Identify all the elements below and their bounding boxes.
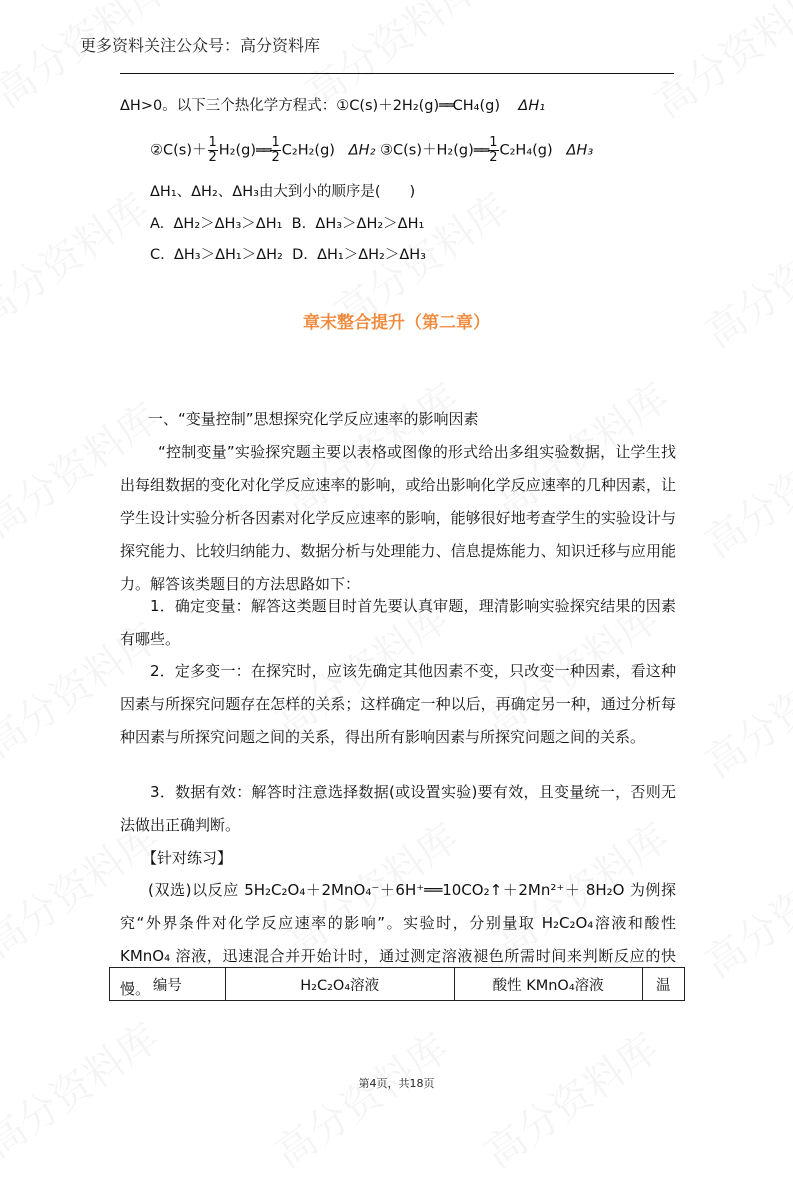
header-divider [120, 73, 674, 74]
section-heading: 一、“变量控制”思想探究化学反应速率的影响因素 [148, 410, 479, 428]
intro-prefix: ΔH>0。以下三个热化学方程式： [120, 98, 337, 114]
step-2: 2．定多变一：在探究时，应该先确定其他因素不变，只改变一种因素，看这种因素与所探究问题存在怎样的关系；这样确定一种以后，再确定另一种，通过分析每种因素与所探究问题之间的关系，得出所有影响因素与所探究问题之间的关系。 [120, 662, 676, 746]
table-header-cell: 温 [642, 968, 684, 1001]
step-3: 3．数据有效：解答时注意选择数据(或设置实验)要有效，且变量统一，否则无法做出正确判断。 [120, 783, 676, 834]
frac-num: 1 [208, 135, 217, 150]
experiment-table [109, 967, 685, 1001]
frac-den: 2 [208, 150, 217, 165]
fraction [488, 136, 498, 165]
question-intro-line [120, 96, 545, 116]
frac-den: 2 [489, 150, 498, 165]
table-header-cell: 酸性 KMnO₄溶液 [454, 968, 642, 1001]
eq1-label: ① [336, 98, 350, 114]
eq1-dh: ΔH₁ [518, 98, 546, 114]
table-header-row [110, 968, 685, 1001]
watermark [692, 828, 793, 989]
section-intro: “控制变量”实验探究题主要以表格或图像的形式给出多组实验数据，让学生找出每组数据的变化对化学反应速率的影响，或给出影响化学反应速率的几种因素，让学生设计实验分析各因素对化学反应速率的影响，能够很好地考查学生的实验设计与探究能力、比较归纳能力、数据分析与处理能力、信息提炼能力、知识迁移与应用能力。解答该类题目的方法思路如下： [120, 443, 676, 593]
chapter-title: 章末整合提升（第二章） [303, 313, 490, 333]
fraction [208, 136, 218, 165]
option-c-label: C. [150, 247, 165, 263]
watermark [472, 1018, 669, 1179]
watermark [262, 1018, 459, 1179]
practice-label: 【针对练习】 [142, 849, 233, 867]
eq3-dh: ΔH₃ [566, 142, 594, 159]
option-d-text: ΔH₁＞ΔH₂＞ΔH₃ [317, 247, 426, 263]
eq3-rhs: C₂H₄(g) [499, 142, 553, 159]
option-b-label: B. [291, 216, 307, 232]
eq2-lhs-b: H₂(g) [218, 142, 257, 159]
watermark [692, 628, 793, 789]
eq3-label: ③ [380, 142, 394, 159]
eq3-lhs: C(s)＋H₂(g) [393, 142, 474, 159]
question-stem: ΔH₁、ΔH₂、ΔH₃由大到小的顺序是( ) [150, 184, 416, 200]
options-row-2 [150, 245, 426, 265]
equals-sign: ══ [256, 142, 270, 159]
eq2-dh: ΔH₂ [348, 142, 376, 159]
equals-sign: ══ [473, 142, 488, 159]
option-a-label: A. [150, 216, 165, 232]
option-a-text: ΔH₂＞ΔH₃＞ΔH₁ [173, 216, 283, 232]
eq2-label: ② [150, 142, 163, 159]
eq2-lhs-a: C(s)＋ [163, 142, 207, 159]
option-d[interactable] [292, 247, 426, 263]
watermark [642, 0, 793, 129]
option-b[interactable] [292, 216, 425, 232]
step-1: 1．确定变量：解答这类题目时首先要认真审题，理清影响实验探究结果的因素有哪些。 [120, 597, 676, 648]
frac-num: 1 [271, 135, 280, 150]
frac-num: 1 [489, 135, 498, 150]
option-a[interactable] [150, 216, 282, 232]
table-header-cell: H₂C₂O₄溶液 [225, 968, 454, 1001]
page-footer: 第4页，共18页 [358, 1077, 435, 1090]
page-header: 更多资料关注公众号：高分资料库 [80, 36, 321, 55]
equations-line [150, 136, 593, 165]
equals-sign: ══ [439, 98, 453, 114]
eq1-rhs: CH₄(g) [452, 98, 500, 114]
fraction [270, 136, 280, 165]
table-header-cell: 编号 [110, 968, 226, 1001]
option-b-text: ΔH₃＞ΔH₂＞ΔH₁ [315, 216, 425, 232]
option-c[interactable] [150, 247, 283, 263]
watermark [692, 408, 793, 569]
frac-den: 2 [271, 150, 280, 165]
eq1-lhs: C(s)＋2H₂(g) [349, 98, 440, 114]
option-c-text: ΔH₃＞ΔH₁＞ΔH₂ [173, 247, 283, 263]
practice-text: (双选)以反应 5H₂C₂O₄＋2MnO₄⁻＋6H⁺══10CO₂↑＋2Mn²⁺＋ 8H₂O 为例探究“外界条件对化学反应速率的影响”。实验时，分别量取 H₂C₂O₄溶液和酸性 KMnO₄ 溶液，迅速混合并开始计时，通过测定溶液褪色所需时间来判断反应的快慢。 [120, 881, 676, 998]
option-d-label: D. [292, 247, 308, 263]
eq2-rhs: C₂H₂(g) [281, 142, 335, 159]
watermark [692, 198, 793, 359]
options-row-1 [150, 214, 424, 234]
